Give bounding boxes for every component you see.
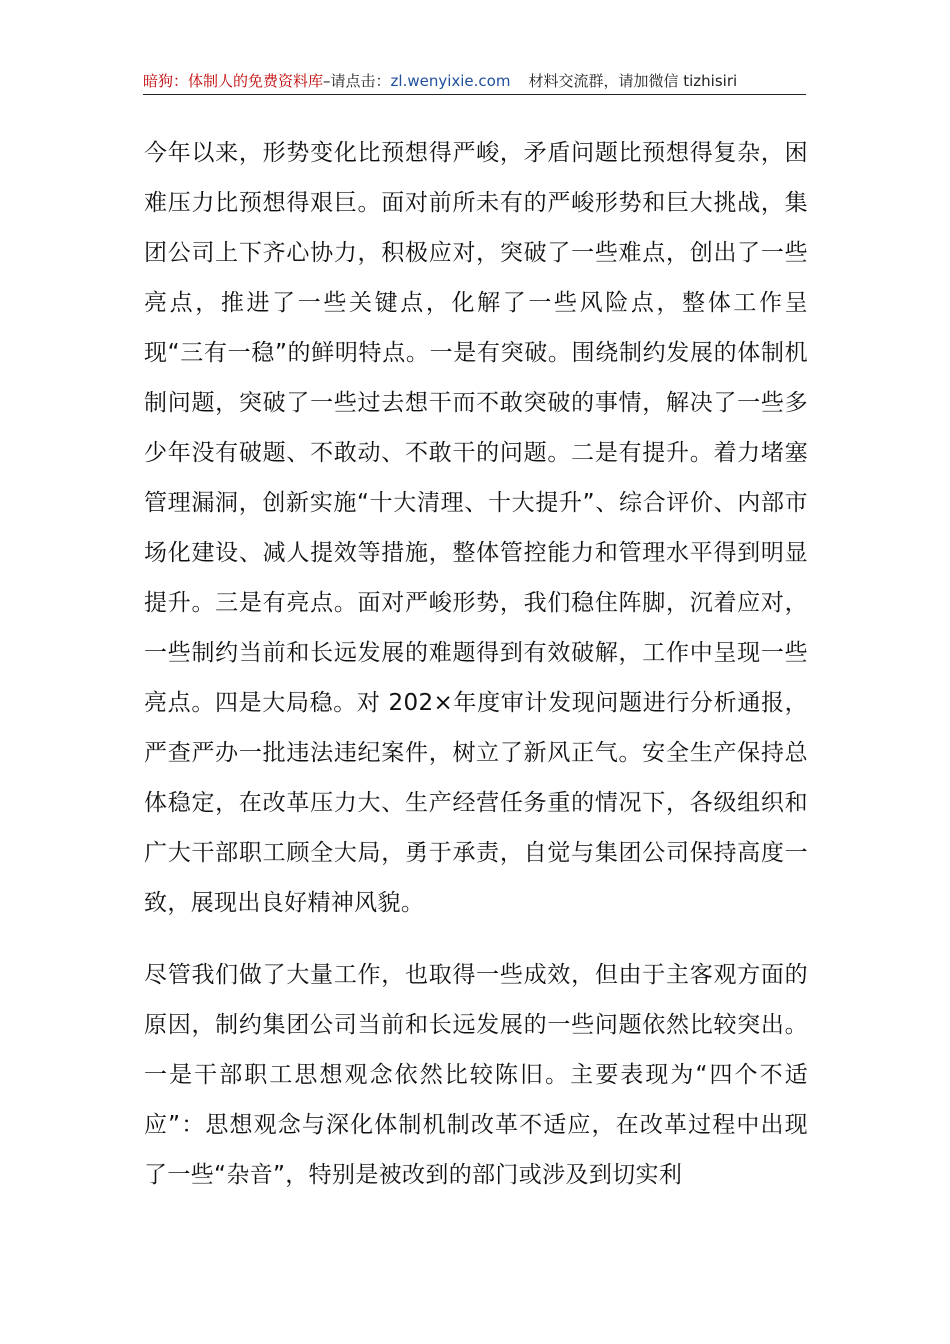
paragraph-1: 今年以来，形势变化比预想得严峻，矛盾问题比预想得复杂，困难压力比预想得艰巨。面对前所未有的严峻形势和巨大挑战，集团公司上下齐心协力，积极应对，突破了一些难点，创出了一些亮点，推进了一些关键点，化解了一些风险点，整体工作呈现“三有一稳”的鲜明特点。一是有突破。围绕制约发展的体制机制问题，突破了一些过去想干而不敢突破的事情，解决了一些多少年没有破题、不敢动、不敢干的问题。二是有提升。着力堵塞管理漏洞，创新实施“十大清理、十大提升”、综合评价、内部市场化建设、减人提效等措施，整体管控能力和管理水平得到明显提升。三是有亮点。面对严峻形势，我们稳住阵脚，沉着应对，一些制约当前和长远发展的难题得到有效破解，工作中呈现一些亮点。四是大局稳。对 202×年度审计发现问题进行分析通报，严查严办一批违法违纪案件，树立了新风正气。安全生产保持总体稳定，在改革压力大、生产经营任务重的情况下，各级组织和广大干部职工顾全大局，勇于承责，自觉与集团公司保持高度一致，展现出良好精神风貌。 xyxy=(144,140,808,916)
paragraph-2: 尽管我们做了大量工作，也取得一些成效，但由于主客观方面的原因，制约集团公司当前和长远发展的一些问题依然比较突出。一是干部职工思想观念依然比较陈旧。主要表现为“四个不适应”：思想观念与深化体制机制改革不适应，在改革过程中出现了一些“杂音”，特别是被改到的部门或涉及到切实利 xyxy=(144,962,808,1188)
header-link[interactable]: zl.wenyixie.com xyxy=(390,72,511,90)
header-prompt: –请点击： xyxy=(323,72,391,90)
page-header xyxy=(143,70,806,95)
document-body xyxy=(144,128,808,1200)
header-contact: 材料交流群，请加微信 tizhisiri xyxy=(528,72,738,90)
header-brand: 暗狗：体制人的免费资料库 xyxy=(143,72,324,90)
